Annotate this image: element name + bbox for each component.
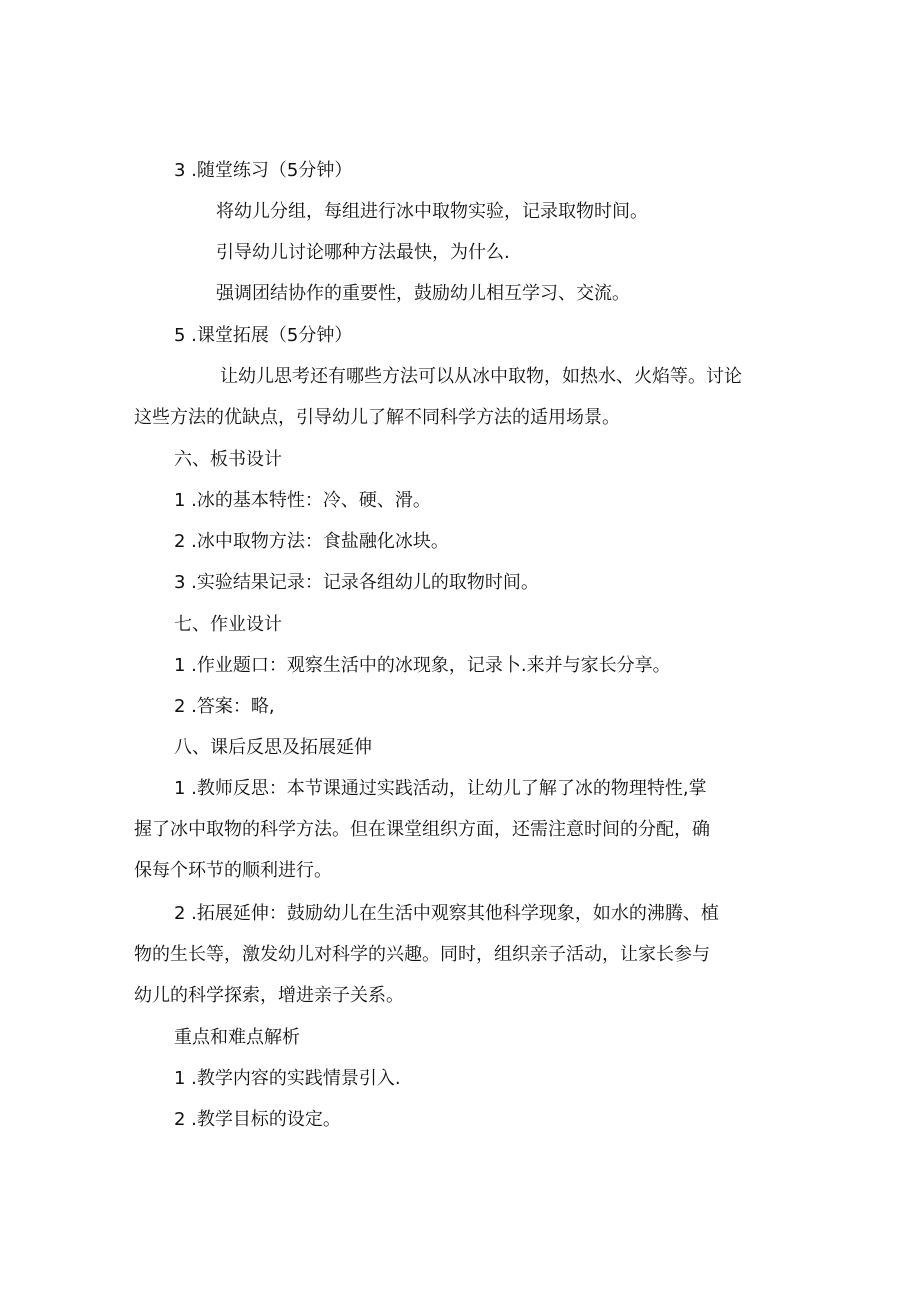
- reflection-paragraph-1-line-2: 握了冰中取物的科学方法。但在课堂组织方面，还需注意时间的分配，确: [134, 819, 710, 840]
- board-design-item-1: 1 .冰的基本特性：冷、硬、滑。: [174, 490, 431, 511]
- section-5-paragraph-line-1: 让幼儿思考还有哪些方法可以从冰中取物，如热水、火焰等。讨论: [220, 366, 742, 387]
- reflection-paragraph-2-line-3: 幼儿的科学探索，增进亲子关系。: [134, 985, 404, 1006]
- board-design-item-3: 3 .实验结果记录：记录各组幼儿的取物时间。: [174, 572, 539, 593]
- heading-reflection: 八、课后反思及拓展延伸: [174, 737, 372, 758]
- section-3-title: 3 .随堂练习（5分钟）: [174, 160, 353, 181]
- section-3-paragraph-1: 将幼儿分组，每组进行冰中取物实验，记录取物时间。: [216, 201, 648, 222]
- key-points-item-2: 2 .教学目标的设定。: [174, 1109, 341, 1130]
- board-design-item-2: 2 .冰中取物方法：食盐融化冰块。: [174, 531, 449, 552]
- key-points-item-1: 1 .教学内容的实践情景引入.: [174, 1068, 401, 1089]
- heading-key-points: 重点和难点解析: [174, 1027, 300, 1048]
- section-3-paragraph-2: 引导幼儿讨论哪种方法最快，为什么.: [216, 242, 510, 263]
- reflection-paragraph-1-line-3: 保每个环节的顺利进行。: [134, 860, 332, 881]
- section-5-paragraph-line-2: 这些方法的优缺点，引导幼儿了解不同科学方法的适用场景。: [134, 407, 620, 428]
- homework-item-2: 2 .答案：略,: [174, 696, 275, 717]
- heading-homework-design: 七、作业设计: [174, 614, 282, 635]
- heading-board-design: 六、板书设计: [174, 449, 282, 470]
- reflection-paragraph-2-line-1: 2 .拓展延伸：鼓励幼儿在生活中观察其他科学现象，如水的沸腾、植: [174, 903, 719, 924]
- homework-item-1: 1 .作业题口：观察生活中的冰现象，记录卜.来并与家长分享。: [174, 655, 671, 676]
- section-5-title: 5 .课堂拓展（5分钟）: [174, 325, 353, 346]
- section-3-paragraph-3: 强调团结协作的重要性，鼓励幼儿相互学习、交流。: [216, 283, 630, 304]
- reflection-paragraph-1-line-1: 1 .教师反思：本节课通过实践活动，让幼儿了解了冰的物理特性,掌: [174, 778, 707, 799]
- reflection-paragraph-2-line-2: 物的生长等，激发幼儿对科学的兴趣。同时，组织亲子活动，让家长参与: [134, 944, 710, 965]
